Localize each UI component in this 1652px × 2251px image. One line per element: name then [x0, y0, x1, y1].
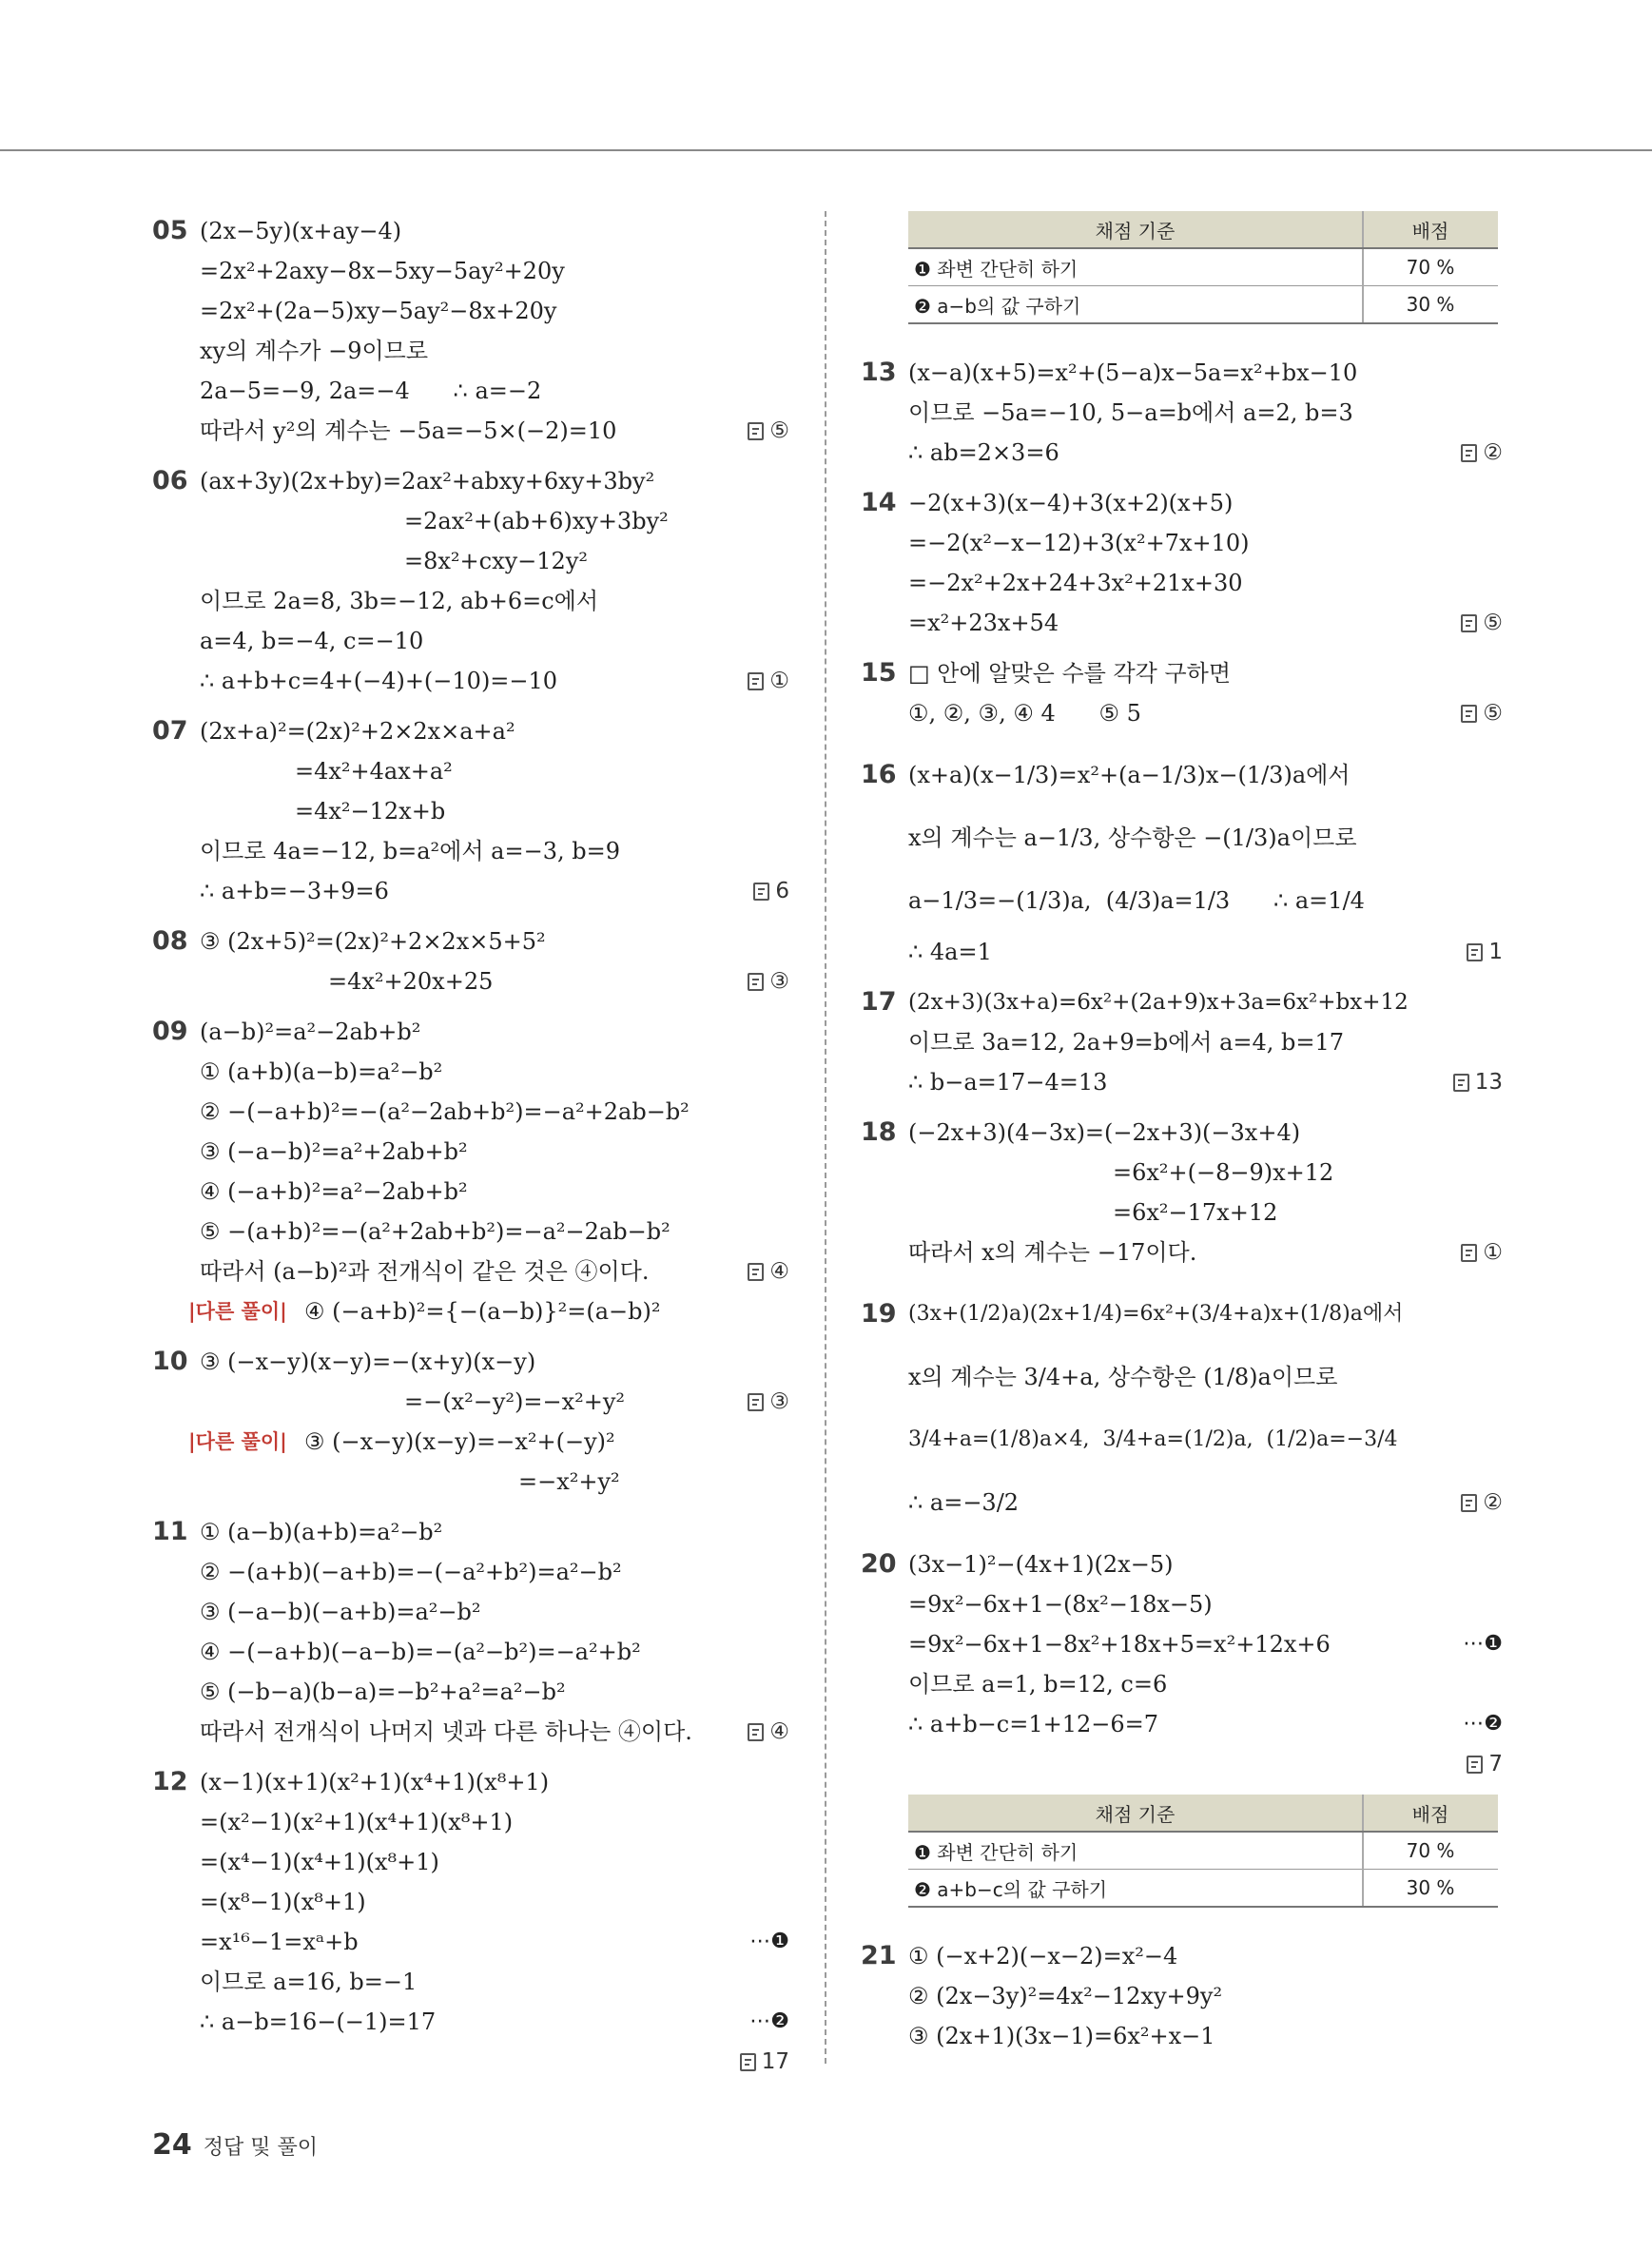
solution-line: ∴ a−b=16−(−1)=17 ⋯❷: [200, 2002, 789, 2042]
answer: ③: [748, 961, 789, 1001]
solution-line: =2x²+(2a−5)xy−5ay²−8x+20y: [200, 298, 557, 324]
solution-line: =2x²+2axy−8x−5xy−5ay²+20y: [200, 258, 565, 284]
problem-18: [861, 1113, 1503, 1272]
answer: 7: [1467, 1744, 1503, 1784]
solution-line: ② (2x−3y)²=4x²−12xy+9y²: [908, 1983, 1223, 2009]
answer-box-icon: [740, 2053, 756, 2071]
answer: ①: [1461, 1232, 1503, 1272]
table-row: ❷ a−b의 값 구하기 30 %: [908, 286, 1498, 324]
answer: ⑤: [748, 411, 789, 451]
answer: ②: [1461, 433, 1503, 473]
problem-number: 16: [861, 760, 897, 789]
solution-line: ② −(a+b)(−a+b)=−(−a²+b²)=a²−b²: [200, 1559, 622, 1585]
table-header-criteria: 채점 기준: [908, 211, 1363, 248]
solution-line: =x²+23x+54 ⑤: [908, 603, 1503, 643]
problem-number: 18: [861, 1117, 897, 1147]
solution-line: =4x²−12x+b: [295, 798, 446, 825]
problem-14: [861, 483, 1503, 643]
answer-box-icon: [1461, 444, 1477, 462]
step-marker: ⋯❷: [1463, 1712, 1503, 1736]
solution-line: ① (a+b)(a−b)=a²−b²: [200, 1058, 443, 1085]
answer-box-icon: [748, 422, 764, 440]
solution-line: ① (a−b)(a+b)=a²−b²: [200, 1519, 443, 1545]
solution-line: ∴ b−a=17−4=13 13: [908, 1062, 1503, 1102]
solution-line: 2a−5=−9, 2a=−4 ∴ a=−2: [200, 378, 542, 404]
answer-box-icon: [748, 1263, 764, 1281]
solution-line: 이므로 a=16, b=−1: [200, 1969, 418, 1995]
solution-line: =6x²+(−8−9)x+12: [1113, 1159, 1334, 1186]
answer: 13: [1453, 1062, 1503, 1102]
grading-table-20: [908, 1795, 1498, 1908]
answer-box-icon: [1461, 614, 1477, 632]
solution-line: 3/4+a=(1/8)a×4, 3/4+a=(1/2)a, (1/2)a=−3/4: [908, 1427, 1398, 1451]
problem-number: 09: [152, 1017, 188, 1046]
grading-table-12: [908, 211, 1498, 324]
solution-line: (2x−5y)(x+ay−4): [200, 218, 402, 244]
problem-05: [152, 211, 789, 451]
problem-number: 14: [861, 488, 897, 517]
solution-line: ⑤ (−b−a)(b−a)=−b²+a²=a²−b²: [200, 1679, 566, 1705]
solution-line: ①, ②, ③, ④ 4 ⑤ 5 ⑤: [908, 693, 1503, 733]
solution-line: =4x²+4ax+a²: [295, 758, 453, 785]
answer-box-icon: [1467, 943, 1483, 961]
alternative-solution: |다른 풀이| ③ (−x−y)(x−y)=−x²+(−y)²: [200, 1422, 789, 1462]
solution-line: =8x²+cxy−12y²: [404, 548, 589, 574]
problem-number: 08: [152, 926, 188, 956]
solution-line: 이므로 4a=−12, b=a²에서 a=−3, b=9: [200, 838, 620, 864]
solution-line: ⑤ −(a+b)²=−(a²+2ab+b²)=−a²−2ab−b²: [200, 1218, 671, 1245]
alt-solution-label: |다른 풀이|: [188, 1300, 287, 1323]
solution-line: =−2(x²−x−12)+3(x²+7x+10): [908, 530, 1250, 556]
solution-line: ④ −(−a+b)(−a−b)=−(a²−b²)=−a²+b²: [200, 1639, 641, 1665]
problem-number: 13: [861, 358, 897, 387]
solution-line: ∴ a=−3/2 ②: [908, 1471, 1503, 1534]
alt-solution-label: |다른 풀이|: [188, 1430, 287, 1453]
answer-box-icon: [748, 1723, 764, 1741]
answer: ⑤: [1461, 603, 1503, 643]
answer: ①: [748, 661, 789, 701]
problem-09: [152, 1012, 789, 1331]
solution-line: (x+a)(x−1/3)=x²+(a−1/3)x−(1/3)a에서: [908, 762, 1351, 788]
solution-line: ∴ a+b+c=4+(−4)+(−10)=−10 ①: [200, 661, 789, 701]
problem-19: [861, 1283, 1503, 1534]
problem-11: [152, 1512, 789, 1752]
answer-box-icon: [1453, 1074, 1469, 1092]
footer-label: 정답 및 풀이: [203, 2136, 318, 2160]
solution-line: ∴ ab=2×3=6 ②: [908, 433, 1503, 473]
step-marker: ⋯❷: [749, 2009, 789, 2033]
problem-number: 07: [152, 716, 188, 746]
solution-line: −2(x+3)(x−4)+3(x+2)(x+5): [908, 490, 1234, 516]
problem-08: [152, 922, 789, 1001]
solution-line: (−2x+3)(4−3x)=(−2x+3)(−3x+4): [908, 1119, 1301, 1146]
solution-line: =9x²−6x+1−(8x²−18x−5): [908, 1591, 1213, 1618]
solution-line: (x−a)(x+5)=x²+(5−a)x−5a=x²+bx−10: [908, 359, 1358, 386]
solution-line: ③ (−a−b)(−a+b)=a²−b²: [200, 1599, 481, 1625]
table-row: ❷ a+b−c의 값 구하기 30 %: [908, 1870, 1498, 1908]
solution-line: =2ax²+(ab+6)xy+3by²: [404, 508, 669, 534]
solution-line: (2x+3)(3x+a)=6x²+(2a+9)x+3a=6x²+bx+12: [908, 990, 1409, 1015]
solution-line: 이므로 −5a=−10, 5−a=b에서 a=2, b=3: [908, 399, 1353, 426]
problem-number: 21: [861, 1941, 897, 1970]
solution-line: ① (−x+2)(−x−2)=x²−4: [908, 1943, 1178, 1970]
solution-line: ∴ a+b−c=1+12−6=7 ⋯❷: [908, 1704, 1503, 1744]
answer-row: [200, 2042, 789, 2082]
problem-07: [152, 711, 789, 911]
answer: ③: [748, 1382, 789, 1422]
solution-line: (2x+a)²=(2x)²+2×2x×a+a²: [200, 718, 515, 745]
answer-box-icon: [1467, 1756, 1483, 1774]
answer: 17: [740, 2042, 789, 2082]
problem-06: [152, 461, 789, 701]
left-column: [152, 211, 789, 2092]
problem-20: [861, 1544, 1503, 1784]
problem-17: [861, 982, 1503, 1102]
table-row: ❶ 좌변 간단히 하기 70 %: [908, 1832, 1498, 1870]
answer: ④: [748, 1712, 789, 1752]
answer-box-icon: [748, 1393, 764, 1411]
answer: 6: [753, 871, 789, 911]
page-number: 24: [152, 2128, 192, 2162]
solution-line: ∴ a+b=−3+9=6 6: [200, 871, 789, 911]
solution-line: ③ (2x+5)²=(2x)²+2×2x×5+5²: [200, 928, 546, 955]
problem-21: [861, 1936, 1503, 2056]
solution-line: =(x⁴−1)(x⁴+1)(x⁸+1): [200, 1849, 439, 1875]
table-header-score: 배점: [1363, 1795, 1498, 1832]
step-marker: ⋯❶: [749, 1930, 789, 1953]
problem-13: [861, 353, 1503, 473]
problem-number: 10: [152, 1347, 188, 1376]
answer-box-icon: [748, 672, 764, 690]
problem-number: 05: [152, 216, 188, 245]
problem-number: 15: [861, 658, 897, 688]
solution-line: =x¹⁶−1=xᵃ+b ⋯❶: [200, 1922, 789, 1962]
answer-box-icon: [1461, 1244, 1477, 1262]
solution-line: (3x−1)²−(4x+1)(2x−5): [908, 1551, 1174, 1578]
solution-line: a=4, b=−4, c=−10: [200, 628, 424, 654]
solution-line: 이므로 a=1, b=12, c=6: [908, 1671, 1168, 1698]
answer: ②: [1461, 1471, 1503, 1534]
solution-line: =6x²−17x+12: [1113, 1199, 1278, 1226]
alternative-solution: |다른 풀이| ④ (−a+b)²={−(a−b)}²=(a−b)²: [200, 1291, 789, 1331]
solution-line: ④ (−a+b)²=a²−2ab+b²: [200, 1178, 468, 1205]
page-footer: [152, 2128, 318, 2162]
solution-line: (ax+3y)(2x+by)=2ax²+abxy+6xy+3by²: [200, 468, 655, 495]
solution-line: =−2x²+2x+24+3x²+21x+30: [908, 570, 1243, 596]
problem-number: 19: [861, 1299, 897, 1329]
solution-line: x의 계수는 3/4+a, 상수항은 (1/8)a이므로: [908, 1364, 1338, 1390]
solution-line: (3x+(1/2)a)(2x+1/4)=6x²+(3/4+a)x+(1/8)a에서: [908, 1302, 1404, 1326]
solution-line: =−x²+y²: [518, 1468, 620, 1495]
problem-16: [861, 744, 1503, 972]
solution-line: ② −(−a+b)²=−(a²−2ab+b²)=−a²+2ab−b²: [200, 1098, 690, 1125]
solution-line: (a−b)²=a²−2ab+b²: [200, 1019, 421, 1045]
column-divider: [825, 211, 826, 2064]
solution-line: 따라서 (a−b)²과 전개식이 같은 것은 ④이다. ④: [200, 1252, 789, 1291]
answer-box-icon: [748, 973, 764, 991]
problem-number: 20: [861, 1549, 897, 1579]
problem-number: 06: [152, 466, 188, 495]
problem-number: 11: [152, 1517, 188, 1546]
answer-box-icon: [1461, 1494, 1477, 1512]
table-header-score: 배점: [1363, 211, 1498, 248]
problem-number: 12: [152, 1767, 188, 1796]
problem-12: [152, 1762, 789, 2082]
solution-line: ③ (−a−b)²=a²+2ab+b²: [200, 1138, 468, 1165]
solution-line: ∴ 4a=1 1: [908, 932, 1503, 972]
answer-box-icon: [1461, 705, 1477, 723]
answer: ④: [748, 1252, 789, 1291]
solution-line: ③ (−x−y)(x−y)=−(x+y)(x−y): [200, 1349, 536, 1375]
table-header-criteria: 채점 기준: [908, 1795, 1363, 1832]
solution-line: =(x²−1)(x²+1)(x⁴+1)(x⁸+1): [200, 1809, 514, 1835]
table-row: ❶ 좌변 간단히 하기 70 %: [908, 248, 1498, 286]
right-column: [861, 211, 1503, 2067]
solution-line: x의 계수는 a−1/3, 상수항은 −(1/3)a이므로: [908, 825, 1357, 851]
solution-line: □ 안에 알맞은 수를 각각 구하면: [908, 660, 1232, 687]
solution-line: 이므로 2a=8, 3b=−12, ab+6=c에서: [200, 588, 599, 614]
solution-line: 따라서 x의 계수는 −17이다. ①: [908, 1232, 1503, 1272]
solution-line: 이므로 3a=12, 2a+9=b에서 a=4, b=17: [908, 1029, 1345, 1056]
problem-10: [152, 1342, 789, 1502]
solution-line: =−(x²−y²)=−x²+y² ③: [200, 1382, 789, 1422]
solution-line: 따라서 y²의 계수는 −5a=−5×(−2)=10 ⑤: [200, 411, 789, 451]
solution-line: =(x⁸−1)(x⁸+1): [200, 1889, 366, 1915]
solution-line: =9x²−6x+1−8x²+18x+5=x²+12x+6 ⋯❶: [908, 1624, 1503, 1664]
solution-line: a−1/3=−(1/3)a, (4/3)a=1/3 ∴ a=1/4: [908, 887, 1365, 914]
answer-row: [908, 1744, 1503, 1784]
solution-line: (x−1)(x+1)(x²+1)(x⁴+1)(x⁸+1): [200, 1769, 550, 1795]
step-marker: ⋯❶: [1463, 1632, 1503, 1656]
solution-line: xy의 계수가 −9이므로: [200, 338, 429, 364]
solution-line: =4x²+20x+25 ③: [200, 961, 789, 1001]
answer-box-icon: [753, 883, 769, 901]
problem-15: [861, 653, 1503, 733]
solution-line: ③ (2x+1)(3x−1)=6x²+x−1: [908, 2023, 1215, 2049]
solution-line: 따라서 전개식이 나머지 넷과 다른 하나는 ④이다. ④: [200, 1712, 789, 1752]
problem-number: 17: [861, 987, 897, 1017]
top-rule: [0, 149, 1652, 151]
answer: ⑤: [1461, 693, 1503, 733]
answer: 1: [1467, 932, 1503, 972]
